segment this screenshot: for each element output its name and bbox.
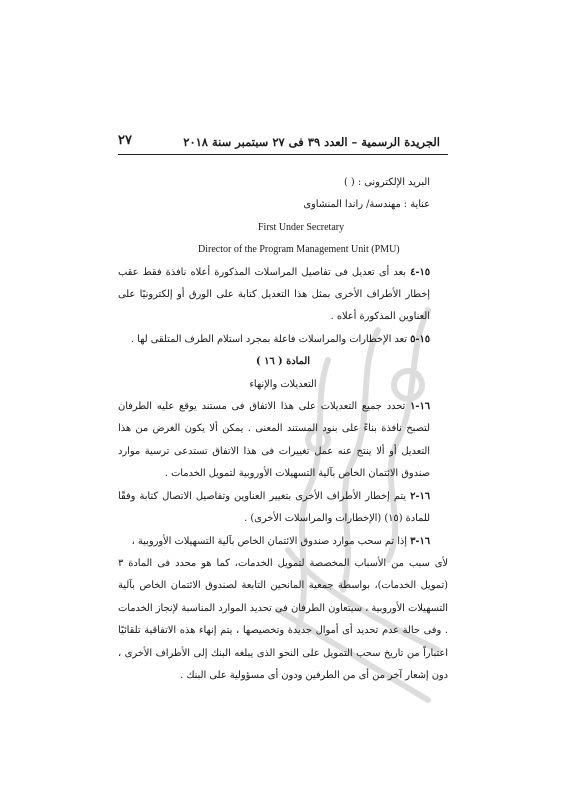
page-header [118,133,440,153]
clause-text: تعد الإخطارات والمراسلات فاعلة بمجرد استلام الطرف المتلقى لها . [130,333,411,345]
article-heading: المادة ( ١٦ ) [256,356,310,368]
clause-16-1 [118,396,448,486]
attention-line: عناية : مهندسة/ راندا المنشاوى [303,199,430,211]
clause-16-2 [118,486,448,531]
clause-text: يتم إخطار الأطراف الأخرى بتغيير العناوين وتفاصيل الاتصال كتابة وفقًا للمادة (١٥) (الإخطارات والمراسلات الأخرى) . [118,490,430,525]
document-body [118,172,448,687]
header-rule [118,154,448,155]
english-title-1: First Under Secretary [258,221,345,233]
clause-16-3-continued: لأى سبب من الأسباب المخصصة لتمويل الخدمات، كما هو محدد فى المادة ٣ (تمويل الخدمات)، بواسطة جمعية المانحين التابعة لصندوق الائتمان الخاص بآلية التسهيلات الأوروبية ، سيتعاون الطرفان فى تحديد الموارد المناسبة لإنجاز الخدمات . وفى حالة عدم تحديد أى أموال جديدة وتخصيصها ، يتم إنهاء هذه الاتفاقية تلقائيًا اعتباراً من تاريخ سحب التمويل على النحو الذى يبلغه البنك إلى الأطراف الأخرى ، دون إشعار آخر من أى من الطرفين ودون أى مسؤولية على البنك . [118,557,448,681]
clause-text: إذا تم سحب موارد صندوق الائتمان الخاص بآلية التسهيلات الأوروبية ، [131,535,411,547]
clause-text: بعد أى تعديل فى تفاصيل المراسلات المذكورة أعلاه نافذة فقط عقب إخطار الأطراف الأخرى بمثل هذا التعديل كتابة على الورق أو إلكترونيًا على العناوين المذكورة أعلاه . [118,266,430,323]
clause-15-4 [118,262,448,329]
clause-number: ١٦-٢ [410,490,430,502]
clause-number: ١٦-٣ [410,535,430,547]
article-subheading: التعديلات والإنهاء [249,378,317,390]
clause-number: ١٦-١ [410,401,430,413]
english-title-2: Director of the Program Management Unit (PMU) [198,244,400,256]
gazette-title: الجريدة الرسمية – العدد ٣٩ فى ٢٧ سبتمبر سنة ٢٠١٨ [183,135,440,149]
clause-16-3 [118,531,448,553]
clause-number: ١٥-٤ [410,266,430,278]
clause-text: تحدد جميع التعديلات على هذا الاتفاق فى مستند يوقع عليه الطرفان لتصبح نافذة بناءً على بنود المستند المعنى . يمكن ألا يكون الغرض من هذا التعديل أو ألا ينتج عنه عمل تغييرات فى هذا الاتفاق تستدعى ترسية موارد صندوق الائتمان الخاص بآلية التسهيلات الأوروبية لتمويل الخدمات . [118,401,430,480]
clause-15-5 [118,329,448,351]
clause-number: ١٥-٥ [410,333,430,345]
page-number: ٢٧ [118,133,132,148]
email-line: البريد الإلكترونى : ( ) [343,177,430,188]
